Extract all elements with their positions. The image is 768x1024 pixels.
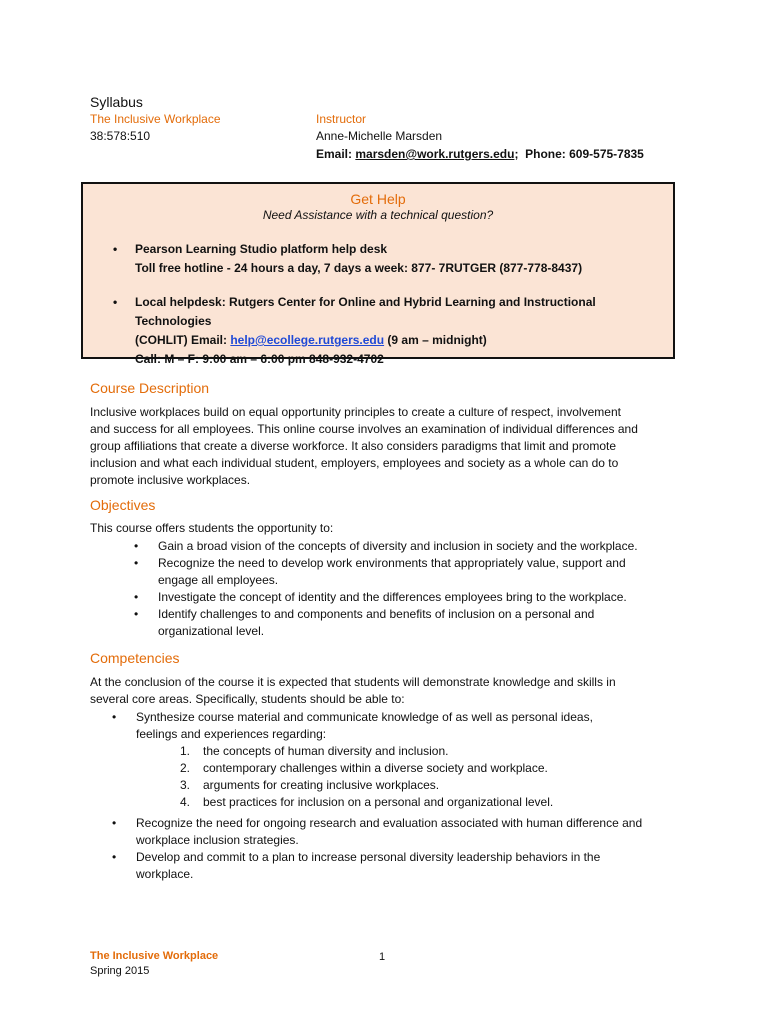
list-item (180, 743, 673, 760)
competency-text: Recognize the need for ongoing research and evaluation associated with human difference and workplace inclusion strategies. (136, 816, 643, 847)
objective-text: Recognize the need to develop work environments that appropriately value, support and engage all employees. (158, 556, 626, 587)
instructor-name: Anne-Michelle Marsden (316, 129, 443, 143)
help-item-pearson (113, 240, 583, 278)
list-item (134, 606, 638, 640)
objective-text: Gain a broad vision of the concepts of diversity and inclusion in society and the workplace. (158, 539, 638, 553)
help-item-local-line1: Local helpdesk: Rutgers Center for Online and Hybrid Learning and Instructional Technologies (135, 295, 596, 328)
list-item (180, 760, 673, 777)
course-description-heading: Course Description (90, 380, 210, 396)
competencies-list (112, 709, 676, 743)
helpdesk-hours: (9 am – midnight) (384, 333, 487, 347)
competencies-intro-line: At the conclusion of the course it is expected that students will demonstrate knowledge and skills in (90, 675, 616, 689)
item-number: 3. (180, 778, 191, 792)
list-item (134, 555, 648, 589)
list-item (134, 589, 668, 606)
course-description-text (90, 404, 680, 489)
description-line: group affiliations that create a diverse workforce. It also considers paradigms that limit and promote (90, 439, 617, 453)
competencies-intro (90, 674, 680, 708)
competency-subitems (180, 743, 673, 811)
instructor-email-link[interactable]: marsden@work.rutgers.edu (355, 147, 515, 161)
competencies-intro-line: several core areas. Specifically, students should be able to: (90, 692, 405, 706)
course-name: The Inclusive Workplace (90, 112, 221, 126)
objectives-list (134, 538, 668, 640)
phone-label: Phone: (525, 147, 566, 161)
description-line: Inclusive workplaces build on equal opportunity principles to create a culture of respect, involvement (90, 405, 621, 419)
subitem-text: arguments for creating inclusive workplaces. (203, 778, 440, 792)
bullet-icon: • (112, 710, 117, 724)
list-item (180, 794, 673, 811)
get-help-title: Get Help (350, 191, 406, 207)
get-help-box (81, 182, 675, 366)
email-label: Email: (316, 147, 353, 161)
item-number: 4. (180, 795, 191, 809)
description-line: inclusion and what each individual student, employers, employees and society as a whole can do to (90, 456, 619, 470)
help-item-local-line3: Call: M – F: 9:00 am – 6:00 pm 848-932-4702 (135, 352, 384, 366)
description-line: promote inclusive workplaces. (90, 473, 251, 487)
instructor-contact (316, 146, 644, 163)
bullet-icon: • (134, 556, 139, 570)
contact-separator: ; (514, 147, 519, 161)
objective-text: Identify challenges to and components and benefits of inclusion on a personal and organizational level. (158, 607, 595, 638)
get-help-subtitle: Need Assistance with a technical question? (262, 208, 494, 222)
objectives-intro: This course offers students the opportunity to: (90, 521, 334, 535)
item-number: 2. (180, 761, 191, 775)
document-title: Syllabus (90, 94, 143, 110)
competency-text: Synthesize course material and communicate knowledge of as well as personal ideas, feelings and experiences regarding: (136, 710, 593, 741)
list-item (112, 849, 636, 883)
list-item (112, 815, 676, 849)
bullet-icon: • (134, 590, 139, 604)
bullet-icon: • (112, 850, 117, 864)
footer-course-name: The Inclusive Workplace (90, 950, 219, 962)
subitem-text: the concepts of human diversity and inclusion. (203, 744, 449, 758)
item-number: 1. (180, 744, 191, 758)
course-code: 38:578:510 (90, 129, 151, 143)
page-number: 1 (379, 951, 386, 963)
competencies-heading: Competencies (90, 650, 180, 666)
bullet-icon: • (134, 539, 139, 553)
competency-text: Develop and commit to a plan to increase personal diversity leadership behaviors in the workplace. (136, 850, 601, 881)
competencies-list-continued (112, 815, 676, 883)
instructor-label: Instructor (316, 112, 367, 126)
help-item-pearson-line2: Toll free hotline - 24 hours a day, 7 days a week: 877- 7RUTGER (877-778-8437) (135, 261, 583, 275)
bullet-icon: • (113, 295, 118, 309)
subitem-text: contemporary challenges within a diverse society and workplace. (203, 761, 548, 775)
list-item (180, 777, 673, 794)
list-item (134, 538, 668, 555)
objectives-heading: Objectives (90, 497, 156, 513)
bullet-icon: • (113, 242, 118, 256)
list-item (112, 709, 636, 743)
subitem-text: best practices for inclusion on a personal and organizational level. (203, 795, 554, 809)
bullet-icon: • (134, 607, 139, 621)
bullet-icon: • (112, 816, 117, 830)
instructor-phone: 609-575-7835 (569, 147, 644, 161)
help-item-local-line2 (135, 331, 673, 350)
footer-term: Spring 2015 (90, 965, 150, 977)
cohlit-email-label: (COHLIT) Email: (135, 333, 231, 347)
help-item-local (113, 293, 673, 369)
help-item-pearson-line1: Pearson Learning Studio platform help desk (135, 242, 388, 256)
objective-text: Investigate the concept of identity and the differences employees bring to the workplace. (158, 590, 627, 604)
helpdesk-email-link[interactable]: help@ecollege.rutgers.edu (230, 333, 385, 347)
description-line: and success for all employees. This online course involves an examination of individual differences and (90, 422, 638, 436)
